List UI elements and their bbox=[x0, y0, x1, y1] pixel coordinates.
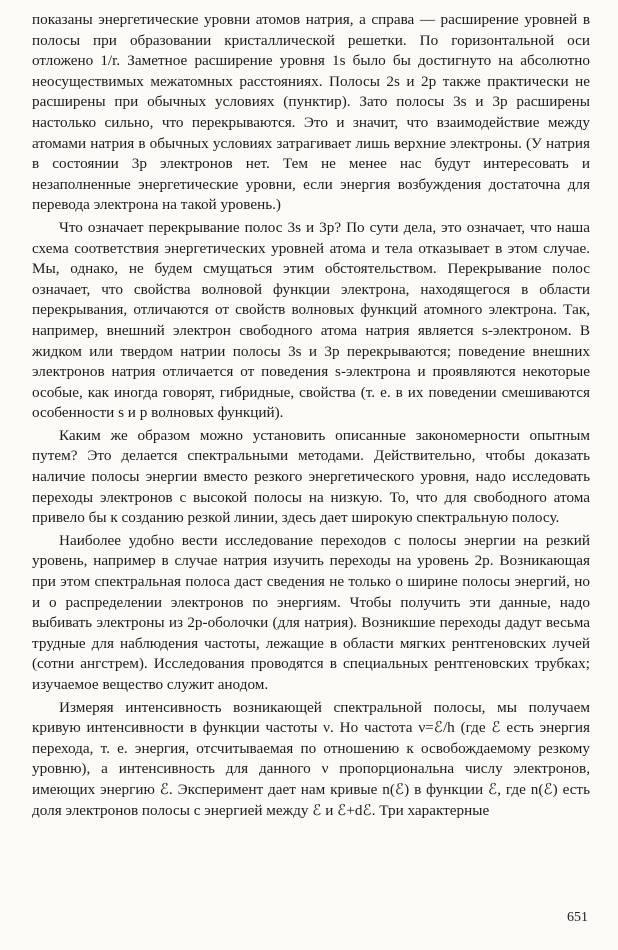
paragraph-2: Что означает перекрывание полос 3s и 3p? По сути дела, это означает, что наша схема соответствия энергетических уровней атома и тела отказывает в этом случае. Мы, однако, не будем смущаться этим обстоятельством. Перекрывание полос означает, что свойства волновой функции электрона, находящегося в области перекрывания, отличаются от свойств волновых функций атомного электрона. Так, например, внешний электрон свободного атома натрия является s-электроном. В жидком или твердом натрии полосы 3s и 3p перекрываются; поведение внешних электронов натрия отличается от поведения s-электрона и проявляются некоторые особые, как иногда говорят, гибридные, свойства (т. е. в их поведении смешиваются особенности s и p волновых функций). bbox=[32, 218, 590, 422]
paragraph-5: Измеряя интенсивность возникающей спектральной полосы, мы получаем кривую интенсивности в функции частоты ν. Но частота ν=ℰ/h (где ℰ есть энергия перехода, т. е. энергия, отсчитываемая по отношению к освобождаемому резкому уровню), а интенсивность для данного ν пропорциональна числу электронов, имеющих энергию ℰ. Эксперимент дает нам кривые n(ℰ) в функции ℰ, где n(ℰ) есть доля электронов полосы с энергией между ℰ и ℰ+dℰ. Три характерные bbox=[32, 698, 590, 819]
paragraph-3: Каким же образом можно установить описанные закономерности опытным путем? Это делается спектральными методами. Действительно, чтобы доказать наличие полосы энергии вместо резкого энергетического уровня, надо исследовать переходы электронов с высокой полосы на низкую. То, что для свободного атома привело бы к созданию резкой линии, здесь дает широкую спектральную полосу. bbox=[32, 426, 590, 527]
paragraph-1: показаны энергетические уровни атомов натрия, а справа — расширение уровней в полосы при образовании кристаллической решетки. По горизонтальной оси отложено 1/r. Заметное расширение уровня 1s было бы достигнуто на абсолютно неосуществимых межатомных расстояниях. Полосы 2s и 2p также практически не расширены при обычных условиях (пунктир). Зато полосы 3s и 3p расширены настолько сильно, что перекрываются. Это и значит, что взаимодействие между атомами натрия в обычных условиях затрагивает лишь верхние электроны. (У натрия в состоянии 3p электронов нет. Тем не менее нас будут интересовать и незаполненные энергетические уровни, если энергия возбуждения достаточна для перевода электрона на такой уровень.) bbox=[32, 11, 590, 214]
paragraph-4: Наиболее удобно вести исследование переходов с полосы энергии на резкий уровень, например в случае натрия изучить переходы на уровень 2p. Возникающая при этом спектральная полоса даст сведения не только о ширине полосы энергий, но и о распределении электронов по энергиям. Чтобы получить эти данные, надо выбивать электроны из 2p-оболочки (для натрия). Возникшие переходы дадут весьма трудные для наблюдения частоты, лежащие в области мягких рентгеновских лучей (сотни ангстрем). Исследования проводятся в специальных рентгеновских трубках; изучаемое вещество служит анодом. bbox=[32, 531, 590, 693]
page-number: 651 bbox=[567, 910, 588, 925]
page-text bbox=[32, 10, 590, 821]
